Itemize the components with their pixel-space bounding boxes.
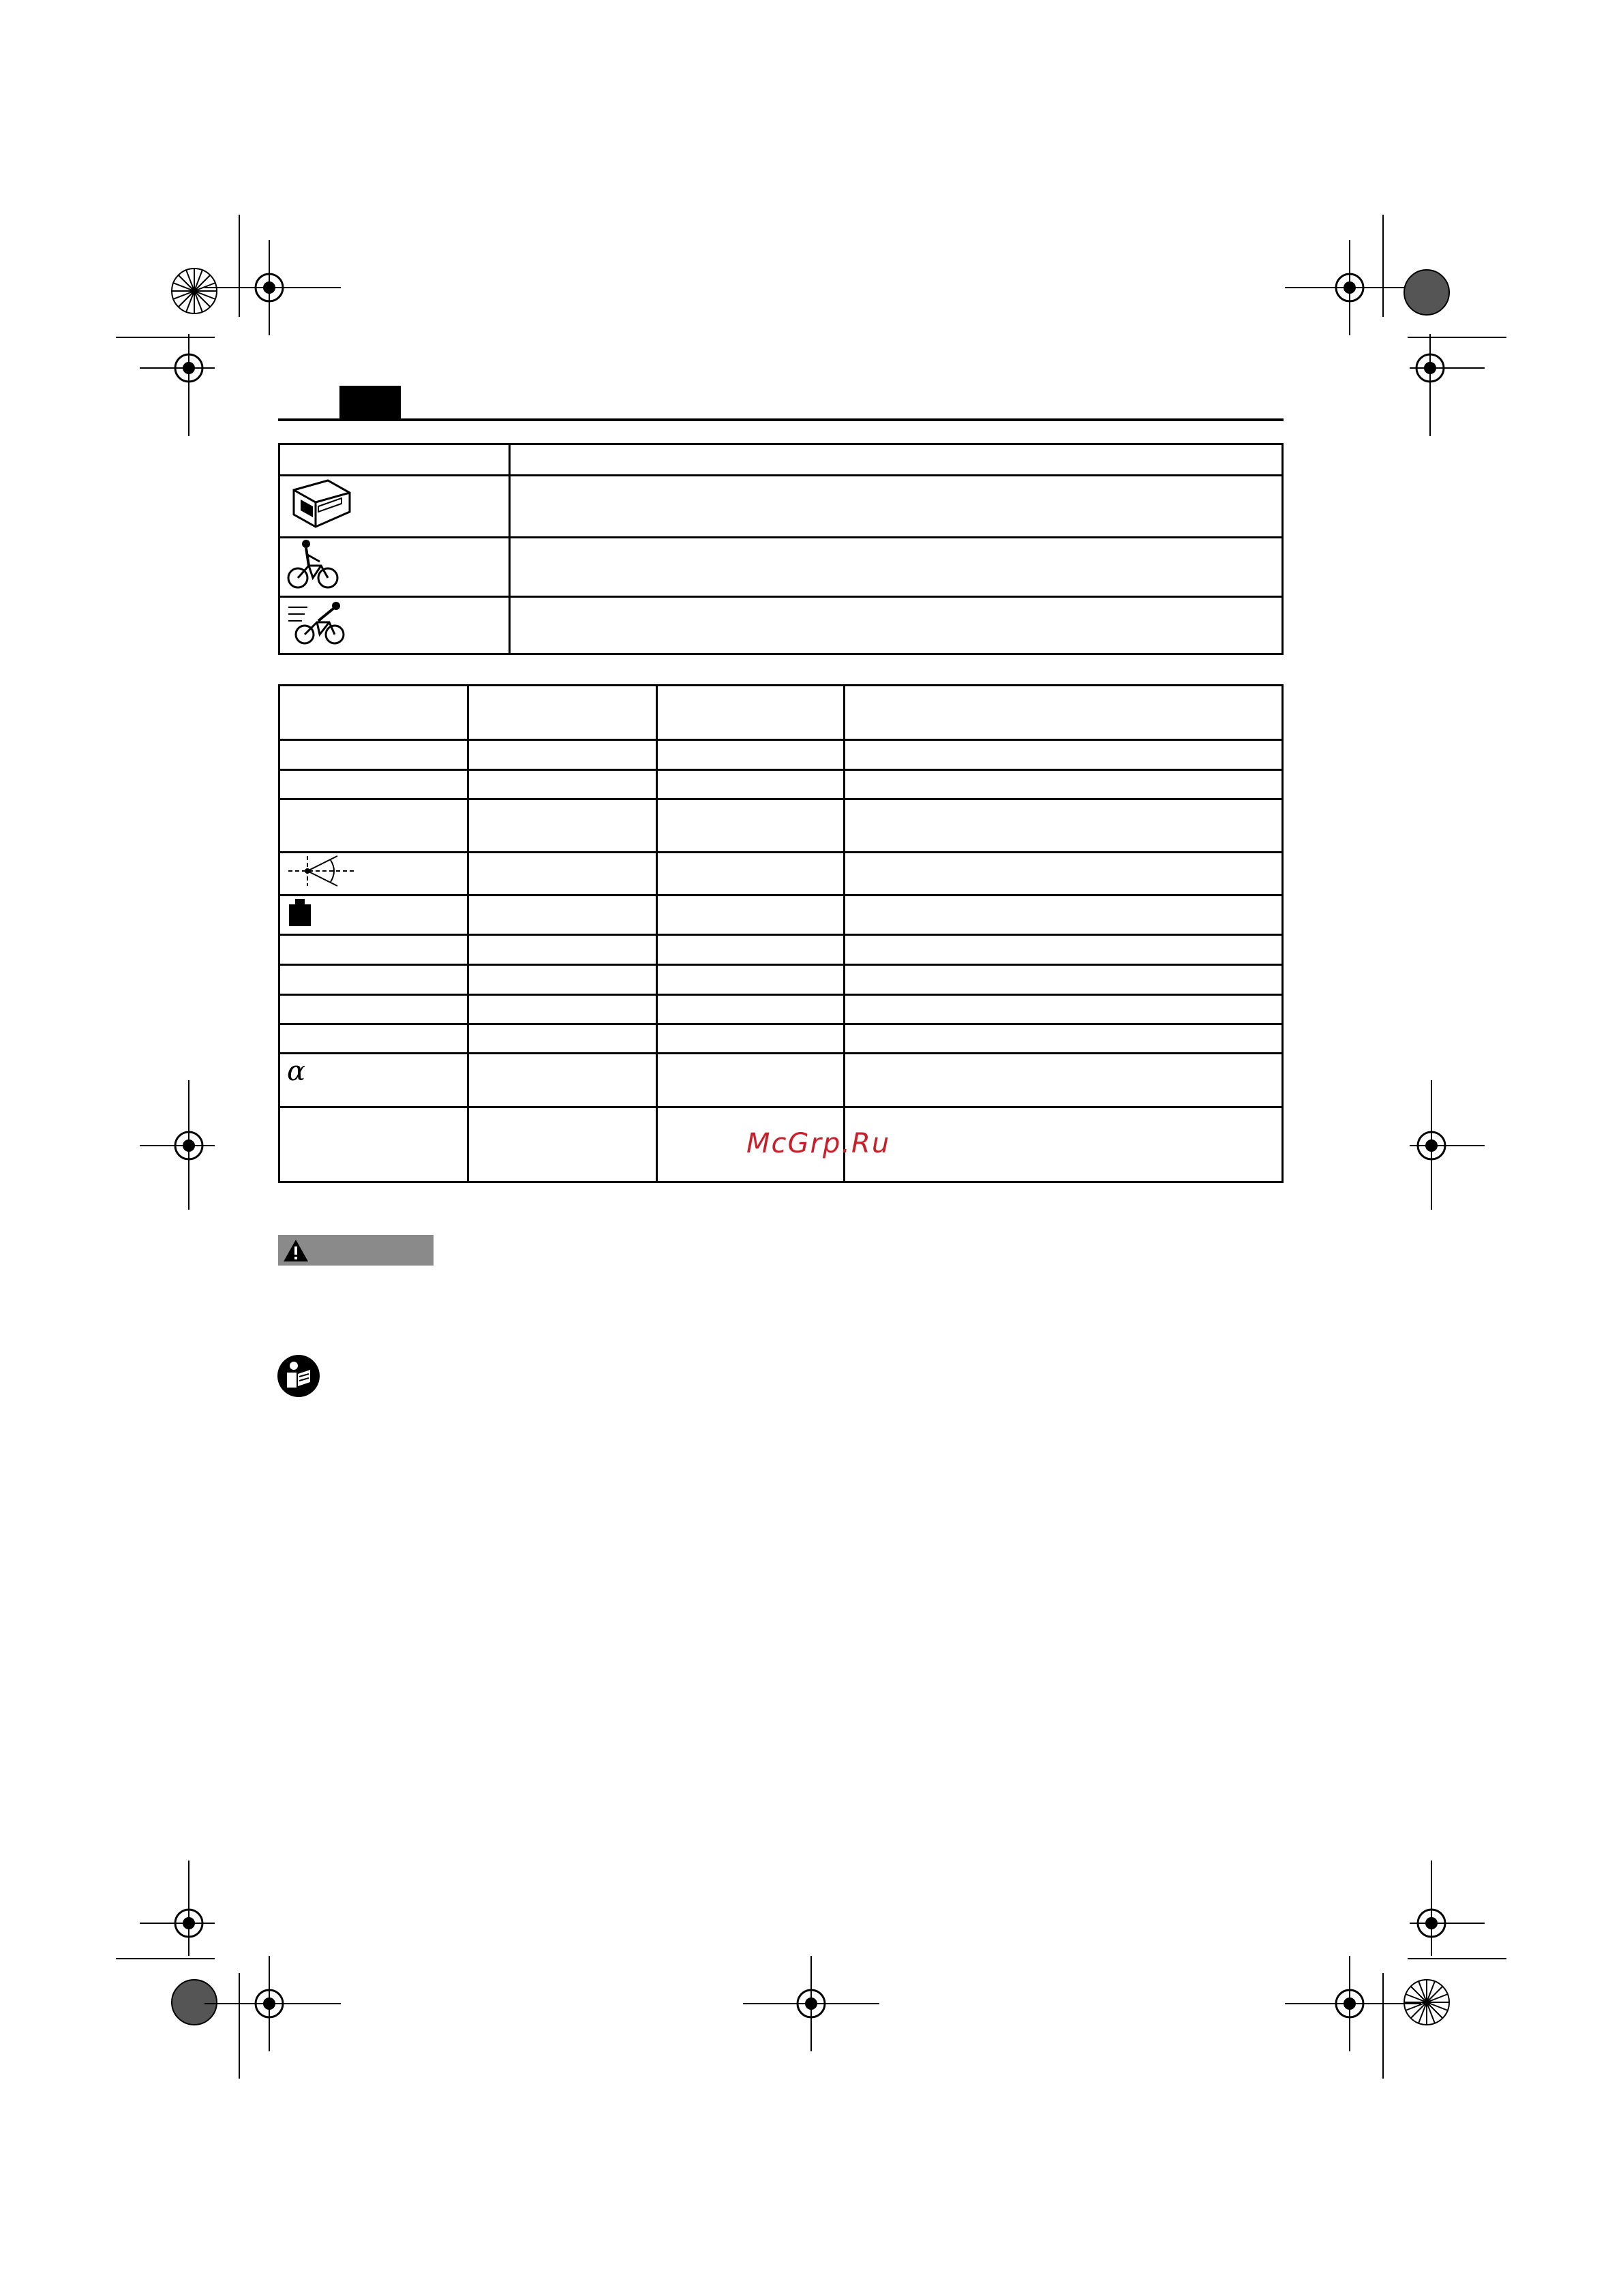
crosshair-registration-icon — [1285, 240, 1421, 335]
table-cell — [279, 1054, 468, 1107]
table-cell — [279, 935, 468, 965]
watermark: McGrp.Ru — [746, 1128, 891, 1159]
table-cell — [279, 853, 468, 896]
crosshair-registration-icon — [1410, 1861, 1485, 1956]
crosshair-registration-icon — [204, 1956, 341, 2051]
table-cell — [845, 770, 1283, 799]
table-row — [279, 538, 1283, 597]
technical-data-table — [278, 684, 1284, 1183]
crosshair-registration-icon — [140, 334, 215, 436]
table-cell — [657, 995, 845, 1024]
table-row — [279, 597, 1283, 654]
table-cell — [279, 597, 510, 654]
fast-cyclist-icon — [287, 599, 348, 647]
angle-icon — [287, 853, 355, 889]
symbols-table — [278, 443, 1284, 655]
table-cell — [468, 935, 657, 965]
table-cell — [468, 740, 657, 770]
header-rule — [278, 418, 1284, 421]
crosshair-registration-icon — [1410, 334, 1485, 436]
dotted-disc-registration-icon — [1403, 269, 1451, 316]
table-cell — [845, 896, 1283, 935]
table-cell — [845, 799, 1283, 853]
table-cell — [279, 770, 468, 799]
table-cell — [657, 686, 845, 740]
table-cell — [279, 995, 468, 1024]
table-row — [279, 995, 1283, 1024]
table-cell — [279, 538, 510, 597]
table-row — [279, 1054, 1283, 1107]
table-cell — [657, 770, 845, 799]
table-cell — [468, 770, 657, 799]
table-cell — [510, 476, 1283, 538]
table-cell — [468, 965, 657, 995]
table-cell — [468, 1054, 657, 1107]
table-cell — [468, 853, 657, 896]
crosshair-registration-icon — [140, 1861, 215, 1956]
table-cell — [510, 444, 1283, 476]
table-cell — [468, 1107, 657, 1182]
table-cell — [845, 853, 1283, 896]
table-cell — [657, 935, 845, 965]
battery-charger-icon — [287, 476, 355, 531]
table-cell — [279, 1024, 468, 1054]
starburst-registration-icon — [1403, 1978, 1451, 2026]
crosshair-registration-icon — [1285, 1956, 1421, 2051]
table-cell — [279, 686, 468, 740]
table-cell — [279, 1107, 468, 1182]
table-cell — [279, 740, 468, 770]
crosshair-registration-icon — [1410, 1080, 1485, 1210]
table-cell — [468, 799, 657, 853]
table-row — [279, 770, 1283, 799]
table-cell — [845, 935, 1283, 965]
table-row — [279, 896, 1283, 935]
table-row — [279, 853, 1283, 896]
table-cell — [510, 538, 1283, 597]
table-row — [279, 1024, 1283, 1054]
table-cell — [279, 799, 468, 853]
warning-bar — [278, 1235, 434, 1266]
table-row — [279, 444, 1283, 476]
table-cell — [845, 965, 1283, 995]
table-row — [279, 686, 1283, 740]
table-row — [279, 935, 1283, 965]
header-tab — [339, 386, 401, 420]
table-cell — [657, 853, 845, 896]
table-cell — [657, 965, 845, 995]
table-cell — [845, 995, 1283, 1024]
table-cell — [279, 896, 468, 935]
table-cell — [468, 896, 657, 935]
table-row — [279, 476, 1283, 538]
crosshair-registration-icon — [204, 240, 341, 335]
table-cell — [468, 686, 657, 740]
table-cell — [845, 1024, 1283, 1054]
warning-triangle-icon — [282, 1238, 309, 1263]
weight-icon — [287, 898, 314, 928]
table-cell — [657, 799, 845, 853]
table-cell — [845, 740, 1283, 770]
cyclist-icon — [287, 538, 342, 590]
table-cell — [279, 476, 510, 538]
alpha-symbol: α — [287, 1056, 306, 1087]
table-cell — [845, 1054, 1283, 1107]
table-cell — [468, 995, 657, 1024]
crop-mark — [116, 1958, 215, 1959]
table-cell — [468, 1024, 657, 1054]
table-cell — [657, 896, 845, 935]
table-cell — [845, 686, 1283, 740]
table-cell — [279, 444, 510, 476]
read-manual-icon — [276, 1353, 321, 1398]
table-cell — [657, 1054, 845, 1107]
table-cell — [657, 1024, 845, 1054]
table-cell — [510, 597, 1283, 654]
table-row — [279, 965, 1283, 995]
table-row — [279, 799, 1283, 853]
table-cell — [845, 1107, 1283, 1182]
crosshair-registration-icon — [140, 1080, 215, 1210]
crop-mark — [1408, 1958, 1506, 1959]
table-cell — [657, 740, 845, 770]
table-cell — [279, 965, 468, 995]
table-row — [279, 740, 1283, 770]
crosshair-registration-icon — [743, 1956, 879, 2051]
